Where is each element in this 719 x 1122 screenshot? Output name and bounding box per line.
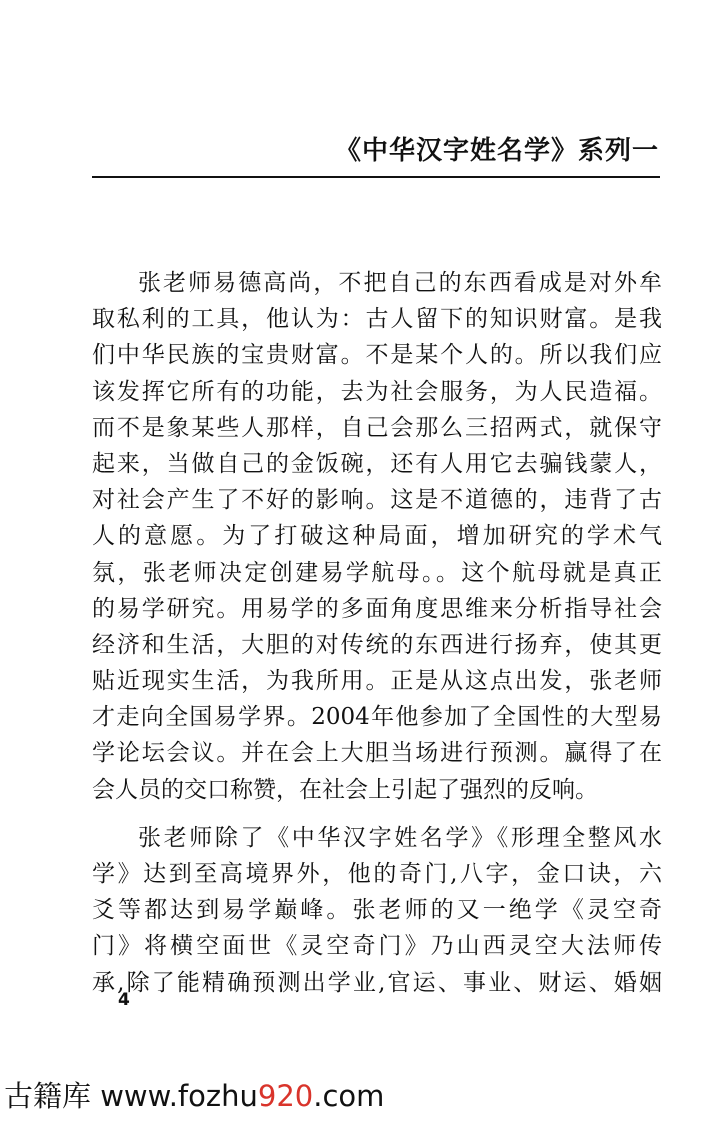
watermark-suffix: .com [313, 1079, 385, 1113]
paragraph-1 [92, 265, 662, 808]
watermark-prefix: 古籍库 www.fozhu [4, 1079, 258, 1113]
paragraph-2 [92, 820, 662, 1001]
text-line: 的易学研究。用易学的多面角度思维来分析指导社会 [92, 595, 662, 622]
text-line: 氛，张老师决定创建易学航母。。这个航母就是真正 [92, 559, 662, 586]
text-line: 门》将横空面世《灵空奇门》乃山西灵空大法师传 [92, 933, 662, 960]
text-line: 才走向全国易学界。2004年他参加了全国性的大型易 [92, 704, 662, 731]
page-number: 4 [118, 990, 130, 1010]
text-line: 对社会产生了不好的影响。这是不道德的，违背了古 [92, 487, 662, 514]
paragraph-gap [92, 808, 662, 820]
body-text [92, 265, 662, 1001]
text-line: 经济和生活，大胆的对传统的东西进行扬弃，使其更 [92, 631, 662, 658]
text-line: 学论坛会议。并在会上大胆当场进行预测。赢得了在 [92, 740, 662, 767]
header-rule [92, 176, 660, 178]
text-line: 起来，当做自己的金饭碗，还有人用它去骗钱蒙人， [92, 450, 662, 477]
text-line: 该发挥它所有的功能，去为社会服务，为人民造福。 [92, 378, 662, 405]
text-line: 爻等都达到易学巅峰。张老师的又一绝学《灵空奇 [92, 897, 662, 924]
text-line: 承,除了能精确预测出学业,官运、事业、财运、婚姻 [92, 969, 662, 996]
page-header-title: 《中华汉字姓名学》系列一 [334, 136, 659, 166]
watermark [4, 1074, 384, 1115]
text-line: 张老师除了《中华汉字姓名学》《形理全整风水 [138, 824, 662, 851]
watermark-number: 920 [257, 1079, 314, 1113]
text-line: 贴近现实生活，为我所用。正是从这点出发，张老师 [92, 668, 662, 695]
text-line: 而不是象某些人那样，自己会那么三招两式，就保守 [92, 414, 662, 441]
text-line: 张老师易德高尚，不把自己的东西看成是对外牟 [138, 270, 662, 296]
text-line: 取私利的工具，他认为：古人留下的知识财富。是我 [92, 306, 662, 333]
text-line: 会人员的交口称赞，在社会上引起了强烈的反响。 [92, 776, 598, 803]
text-line: 学》达到至高境界外，他的奇门,八字，金口诀，六 [92, 861, 662, 887]
text-line: 人的意愿。为了打破这种局面，增加研究的学术气 [92, 523, 662, 550]
text-line: 们中华民族的宝贵财富。不是某个人的。所以我们应 [92, 342, 662, 369]
